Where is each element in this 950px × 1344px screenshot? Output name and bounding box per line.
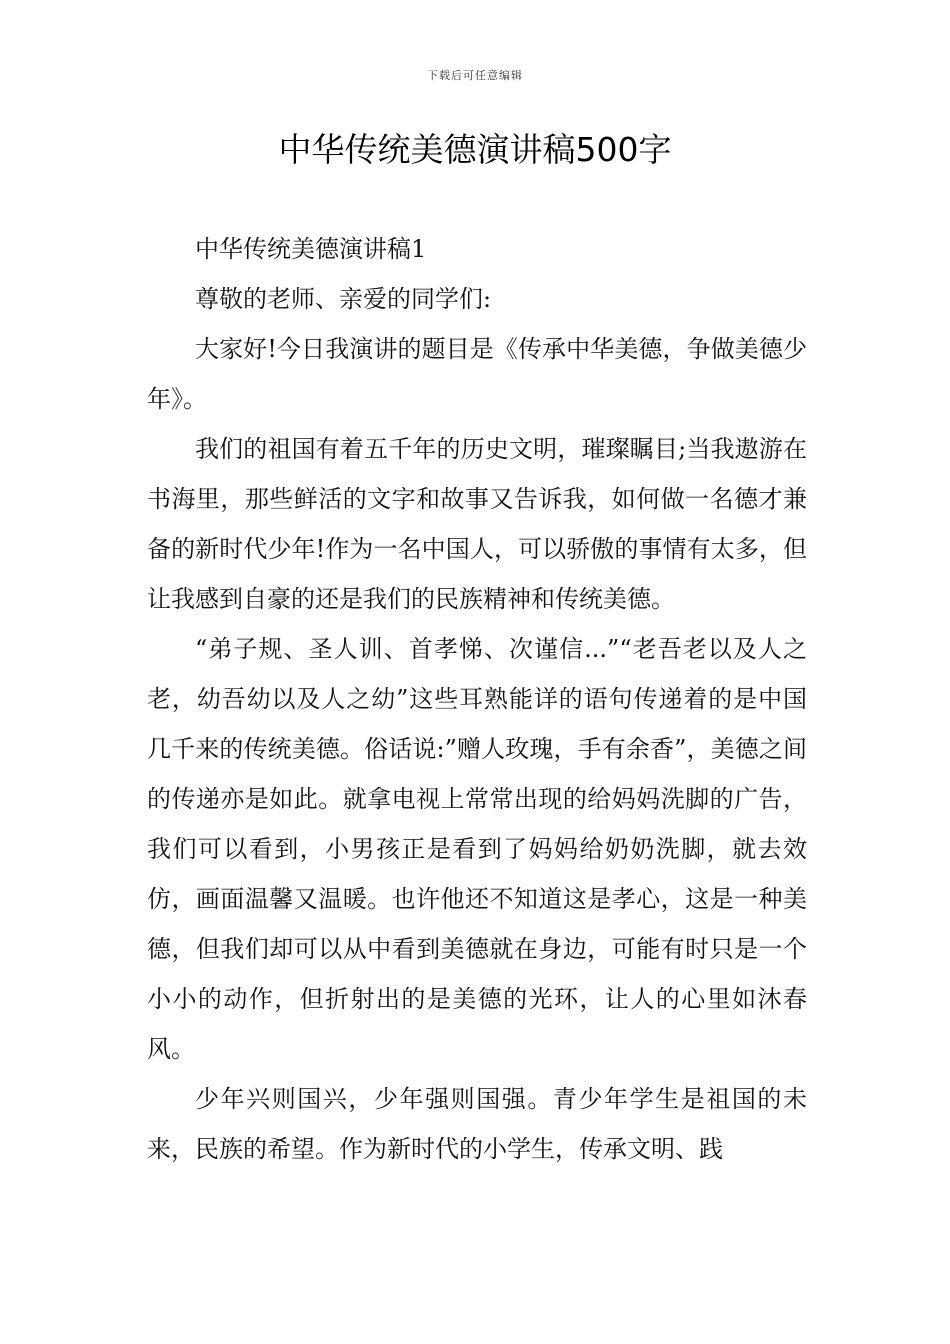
paragraph: 大家好!今日我演讲的题目是《传承中华美德，争做美德少年》。 — [147, 335, 807, 413]
header-note: 下载后可任意编辑 — [427, 69, 523, 82]
document-title: 中华传统美德演讲稿500字 — [278, 130, 672, 169]
paragraph-greeting: 尊敬的老师、亲爱的同学们: — [195, 285, 492, 313]
paragraph-subtitle: 中华传统美德演讲稿1 — [195, 235, 427, 263]
paragraph: “弟子规、圣人训、首孝悌、次谨信...”“老吾老以及人之老，幼吾幼以及人之幼”这些耳熟能详的语句传递着的是中国几千来的传统美德。俗话说:”赠人玫瑰，手有余香”，美德之间的传递亦是如此。就拿电视上常常出现的给妈妈洗脚的广告，我们可以看到，小男孩正是看到了妈妈给奶奶洗脚，就去效仿，画面温馨又温暖。也许他还不知道这是孝心，这是一种美德，但我们却可以从中看到美德就在身边，可能有时只是一个小小的动作，但折射出的是美德的光环，让人的心里如沐春风。 — [147, 635, 807, 1063]
document-body — [147, 224, 807, 1174]
paragraph: 我们的祖国有着五千年的历史文明，璀璨瞩目;当我遨游在书海里，那些鲜活的文字和故事又告诉我，如何做一名德才兼备的新时代少年!作为一名中国人，可以骄傲的事情有太多，但让我感到自豪的还是我们的民族精神和传统美德。 — [147, 435, 807, 613]
paragraph: 少年兴则国兴，少年强则国强。青少年学生是祖国的未来，民族的希望。作为新时代的小学生，传承文明、践 — [147, 1085, 807, 1163]
